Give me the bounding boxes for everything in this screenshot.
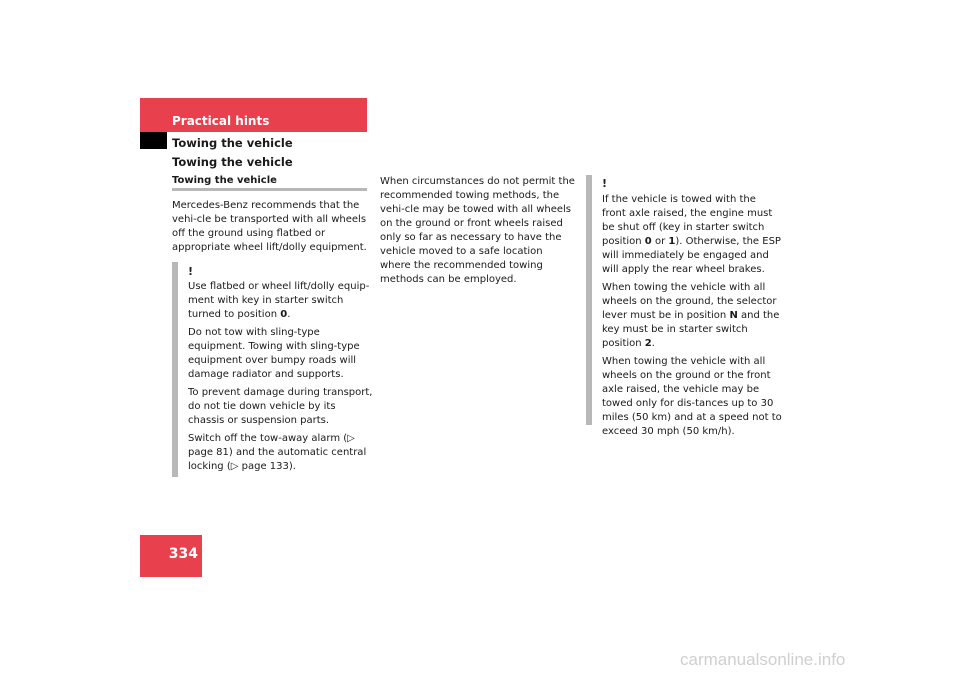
note-paragraph: To prevent damage during transport, do not tie down vehicle by its chassis or suspension parts. (188, 387, 373, 426)
section-title: Practical hints (172, 114, 270, 128)
header-tab-marker (140, 132, 167, 149)
note-paragraph: Switch off the tow-away alarm (▷ page 81) and the automatic central locking (▷ page 133). (188, 433, 367, 472)
page-ref-arrow-icon: ▷ (347, 433, 355, 444)
note-paragraph: If the vehicle is towed with the front axle raised, the engine must be shut off (key in starter switch position 0 or 1). Otherwise, the ESP will immediately be engaged and will apply the rear wheel brakes. (602, 194, 781, 275)
caution-note (602, 193, 782, 443)
caution-icon: ! (602, 177, 608, 190)
caution-icon: ! (188, 265, 194, 278)
note-paragraph: Use flatbed or wheel lift/dolly equip-ment with key in starter switch turned to position 0. (188, 281, 370, 320)
page-number: 334 (168, 546, 198, 562)
note-paragraph: When towing the vehicle with all wheels on the ground, the selector lever must be in position N and the key must be in starter switch position 2. (602, 282, 780, 349)
page-title: Towing the vehicle (172, 155, 293, 169)
body-paragraph: When circumstances do not permit the recommended towing methods, the vehi-cle may be towed with all wheels on the ground or front wheels raised only so far as necessary to have the vehicle moved to a safe location where the recommended towing methods can be employed. (380, 176, 575, 285)
note-paragraph: Do not tow with sling-type equipment. Towing with sling-type equipment over bumpy roads will damage radiator and supports. (188, 327, 360, 380)
caution-note (188, 280, 373, 478)
intro-paragraph: Mercedes-Benz recommends that the vehi-cle be transported with all wheels off the ground using flatbed or appropriate wheel lift/dolly equipment. (172, 200, 367, 253)
watermark: carmanualsonline.info (680, 650, 846, 669)
heading-rule (172, 188, 367, 191)
chapter-title: Towing the vehicle (172, 136, 293, 150)
page-ref-arrow-icon: ▷ (230, 461, 239, 472)
note-bar (172, 262, 178, 477)
note-paragraph: When towing the vehicle with all wheels on the ground or the front axle raised, the vehicle may be towed only for dis-tances up to 30 miles (50 km) and at a speed not to exceed 30 mph (50 km/h). (602, 356, 782, 437)
section-heading: Towing the vehicle (172, 175, 277, 186)
note-bar (586, 175, 592, 425)
